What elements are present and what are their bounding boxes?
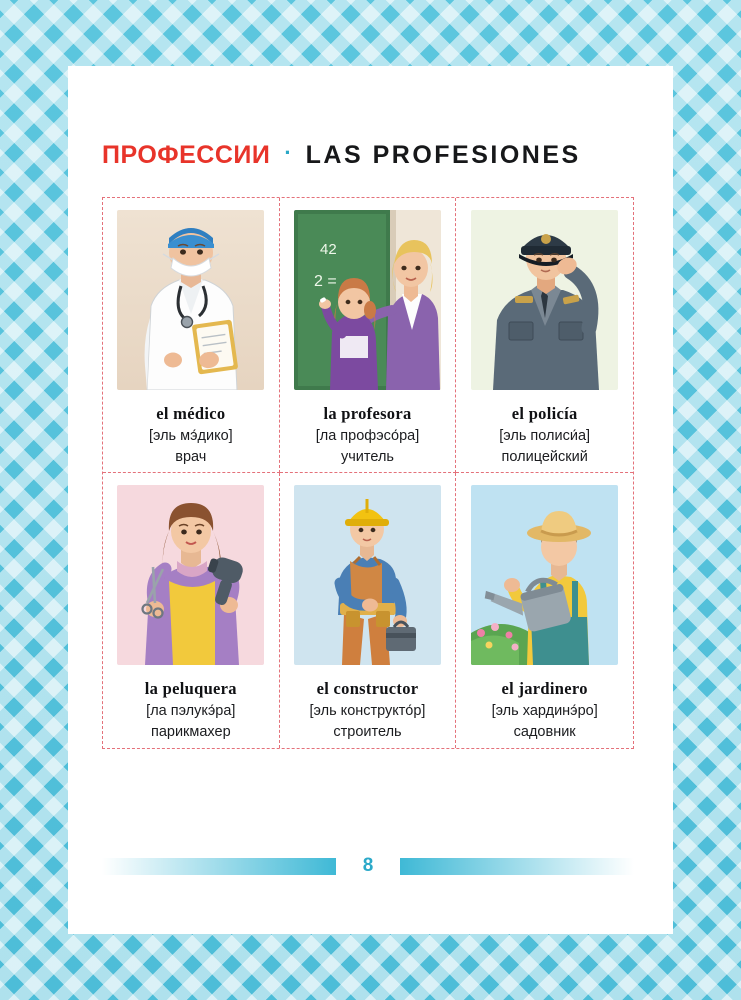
word-transcription: [эль мэ́дико]	[148, 428, 233, 445]
word-spanish: la peluquera	[144, 679, 237, 698]
word-russian: парикмахер	[150, 723, 231, 740]
card-labels	[316, 403, 420, 467]
card-builder	[280, 473, 457, 748]
card-labels	[149, 403, 233, 467]
page-footer	[102, 851, 634, 881]
title-separator-dot: ·	[284, 139, 292, 165]
card-hairdresser	[103, 473, 280, 748]
word-russian: врач	[175, 448, 207, 465]
word-transcription: [эль хардинэ́ро]	[491, 703, 598, 720]
svg-text:2 =: 2 =	[313, 273, 337, 290]
page-content	[68, 66, 673, 934]
word-spanish: el policía	[511, 404, 578, 423]
word-spanish: el médico	[156, 404, 226, 423]
card-labels	[492, 678, 598, 742]
page-number: 8	[362, 855, 374, 876]
page-title	[102, 141, 581, 170]
builder-illustration	[294, 485, 441, 665]
word-transcription: [ла пэлукэ́ра]	[146, 703, 236, 720]
doctor-illustration	[117, 210, 264, 390]
footer-bar-right	[400, 858, 634, 875]
card-policeman	[456, 198, 633, 473]
teacher-illustration	[294, 210, 441, 390]
card-labels	[145, 678, 237, 742]
card-labels	[499, 403, 590, 467]
svg-text:42: 42	[319, 241, 337, 258]
word-spanish: el constructor	[316, 679, 419, 698]
word-russian: учитель	[340, 448, 394, 465]
word-spanish: la profesora	[323, 404, 412, 423]
profession-cards-grid	[102, 197, 634, 749]
title-spanish: LAS PROFESIONES	[305, 141, 581, 169]
word-transcription: [эль конструкто́р]	[309, 703, 426, 720]
word-russian: садовник	[513, 723, 576, 740]
gardener-illustration	[471, 485, 618, 665]
word-russian: полицейский	[501, 448, 588, 465]
word-transcription: [эль полиси́а]	[499, 428, 591, 445]
card-labels	[310, 678, 426, 742]
hairdresser-illustration	[117, 485, 264, 665]
word-russian: строитель	[333, 723, 402, 740]
word-spanish: el jardinero	[501, 679, 588, 698]
footer-bar-left	[102, 858, 336, 875]
card-doctor	[103, 198, 280, 473]
card-teacher	[280, 198, 457, 473]
word-transcription: [ла профэсо́ра]	[315, 428, 420, 445]
policeman-illustration	[471, 210, 618, 390]
card-gardener	[456, 473, 633, 748]
title-russian: ПРОФЕССИИ	[102, 141, 271, 169]
